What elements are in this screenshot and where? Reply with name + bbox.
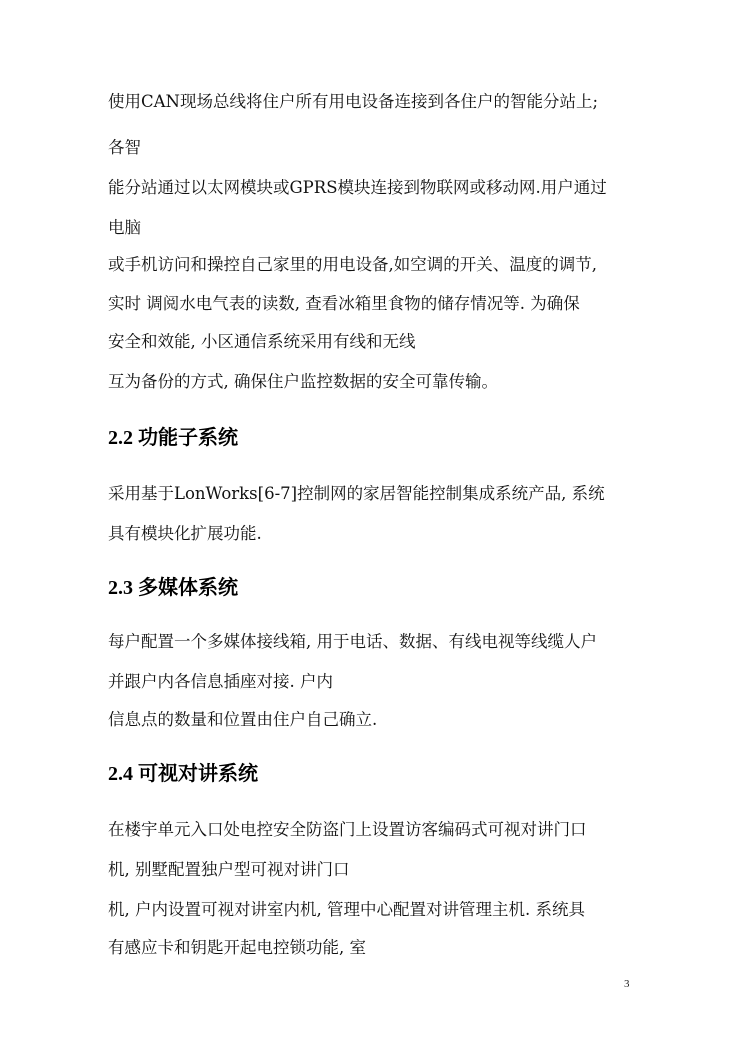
intro-line-5: 或手机访问和操控自己家里的用电设备,如空调的开关、温度的调节, <box>108 255 597 274</box>
section-2-3-line-3: 信息点的数量和位置由住户自己确立. <box>108 710 378 729</box>
section-2-3-line-2: 并跟户内各信息插座对接. 户内 <box>108 672 333 691</box>
intro-line-6: 实时 调阅水电气表的读数, 查看冰箱里食物的储存情况等. 为确保 <box>108 294 580 313</box>
intro-line-3: 能分站通过以太网模块或GPRS模块连接到物联网或移动网.用户通过 <box>108 178 607 197</box>
intro-line-1: 使用CAN现场总线将住户所有用电设备连接到各住户的智能分站上; <box>108 92 599 111</box>
intro-line-4: 电脑 <box>108 218 141 237</box>
section-2-2-line-2: 具有模块化扩展功能. <box>108 524 262 543</box>
page-number: 3 <box>624 978 630 990</box>
section-2-4-line-4: 有感应卡和钥匙开起电控锁功能, 室 <box>108 938 366 957</box>
section-2-4-line-1: 在楼宇单元入口处电控安全防盗门上设置访客编码式可视对讲门口 <box>108 820 587 839</box>
section-2-4-line-2: 机, 别墅配置独户型可视对讲门口 <box>108 860 350 879</box>
section-heading-2-4: 2.4 可视对讲系统 <box>108 763 258 785</box>
section-2-2-line-1: 采用基于LonWorks[6-7]控制网的家居智能控制集成系统产品, 系统 <box>108 484 605 503</box>
intro-line-7: 安全和效能, 小区通信系统采用有线和无线 <box>108 332 416 351</box>
section-2-3-line-1: 每户配置一个多媒体接线箱, 用于电话、数据、有线电视等线缆人户 <box>108 632 597 651</box>
section-heading-2-3: 2.3 多媒体系统 <box>108 577 238 599</box>
intro-line-8: 互为备份的方式, 确保住户监控数据的安全可靠传输。 <box>108 372 498 391</box>
section-2-4-line-3: 机, 户内设置可视对讲室内机, 管理中心配置对讲管理主机. 系统具 <box>108 900 585 919</box>
intro-line-2: 各智 <box>108 138 141 157</box>
section-heading-2-2: 2.2 功能子系统 <box>108 427 238 449</box>
